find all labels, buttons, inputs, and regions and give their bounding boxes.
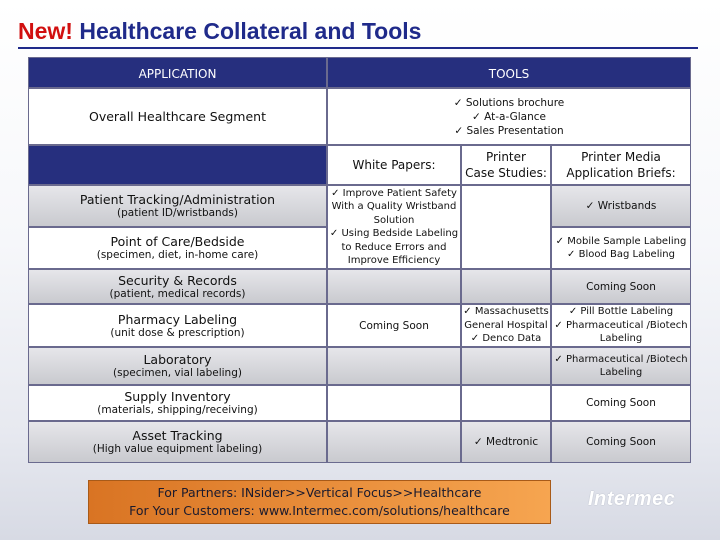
case-studies-asset-cell: ✓ Medtronic	[461, 421, 551, 463]
row-patient-tracking: Patient Tracking/Administration (patient ID/wristbands)	[28, 185, 327, 227]
row-point-of-care: Point of Care/Bedside (specimen, diet, in-home care)	[28, 227, 327, 269]
media-briefs-asset: Coming Soon	[551, 421, 691, 463]
white-papers-coming-soon: Coming Soon	[327, 304, 461, 347]
white-papers-cell: ✓ Improve Patient Safety With a Quality Wristband Solution ✓ Using Bedside Labeling to Reduce Errors and Improve Efficiency	[327, 185, 461, 269]
row-laboratory: Laboratory (specimen, vial labeling)	[28, 347, 327, 385]
application-header: APPLICATION	[28, 57, 327, 88]
media-briefs-supply: Coming Soon	[551, 385, 691, 421]
column-header-blank	[28, 145, 327, 185]
media-briefs-laboratory: ✓ Pharmaceutical /Biotech Labeling	[551, 347, 691, 385]
tool-item: ✓ At-a-Glance	[471, 110, 547, 123]
tool-item: ✓ Solutions brochure	[453, 96, 565, 109]
media-briefs-point-of-care: ✓ Mobile Sample Labeling ✓ Blood Bag Labeling	[551, 227, 691, 269]
white-papers-header: White Papers:	[327, 145, 461, 185]
intermec-logo: Intermec	[588, 488, 676, 510]
overall-segment-cell: Overall Healthcare Segment	[28, 88, 327, 145]
row-supply-inventory: Supply Inventory (materials, shipping/receiving)	[28, 385, 327, 421]
row-asset-tracking: Asset Tracking (High value equipment labeling)	[28, 421, 327, 463]
media-briefs-security: Coming Soon	[551, 269, 691, 304]
footer-customers-line: For Your Customers: www.Intermec.com/solutions/healthcare	[129, 503, 510, 518]
footer-banner	[88, 480, 551, 524]
tools-header: TOOLS	[327, 57, 691, 88]
white-papers-asset-cell	[327, 421, 461, 463]
white-papers-security-cell	[327, 269, 461, 304]
case-studies-pharmacy-cell: ✓ Massachusetts General Hospital ✓ Denco Data	[461, 304, 551, 347]
white-papers-supply-cell	[327, 385, 461, 421]
page-title	[18, 18, 421, 45]
white-papers-laboratory-cell	[327, 347, 461, 385]
case-studies-supply-cell	[461, 385, 551, 421]
row-security-records: Security & Records (patient, medical records)	[28, 269, 327, 304]
tool-item: ✓ Sales Presentation	[454, 124, 564, 137]
case-studies-top-cell	[461, 185, 551, 269]
media-briefs-wristbands: ✓ Wristbands	[551, 185, 691, 227]
title-new-label: New!	[18, 18, 73, 44]
overall-tools-cell	[327, 88, 691, 145]
footer-partners-line: For Partners: INsider>>Vertical Focus>>Healthcare	[157, 485, 482, 500]
case-studies-laboratory-cell	[461, 347, 551, 385]
media-briefs-pharmacy: ✓ Pill Bottle Labeling ✓ Pharmaceutical /Biotech Labeling	[551, 304, 691, 347]
title-rule	[18, 47, 698, 49]
case-studies-security-cell	[461, 269, 551, 304]
row-pharmacy-labeling: Pharmacy Labeling (unit dose & prescription)	[28, 304, 327, 347]
media-briefs-header: Printer Media Application Briefs:	[551, 145, 691, 185]
collateral-table	[28, 57, 691, 463]
case-studies-header: Printer Case Studies:	[461, 145, 551, 185]
title-text: Healthcare Collateral and Tools	[79, 18, 422, 44]
